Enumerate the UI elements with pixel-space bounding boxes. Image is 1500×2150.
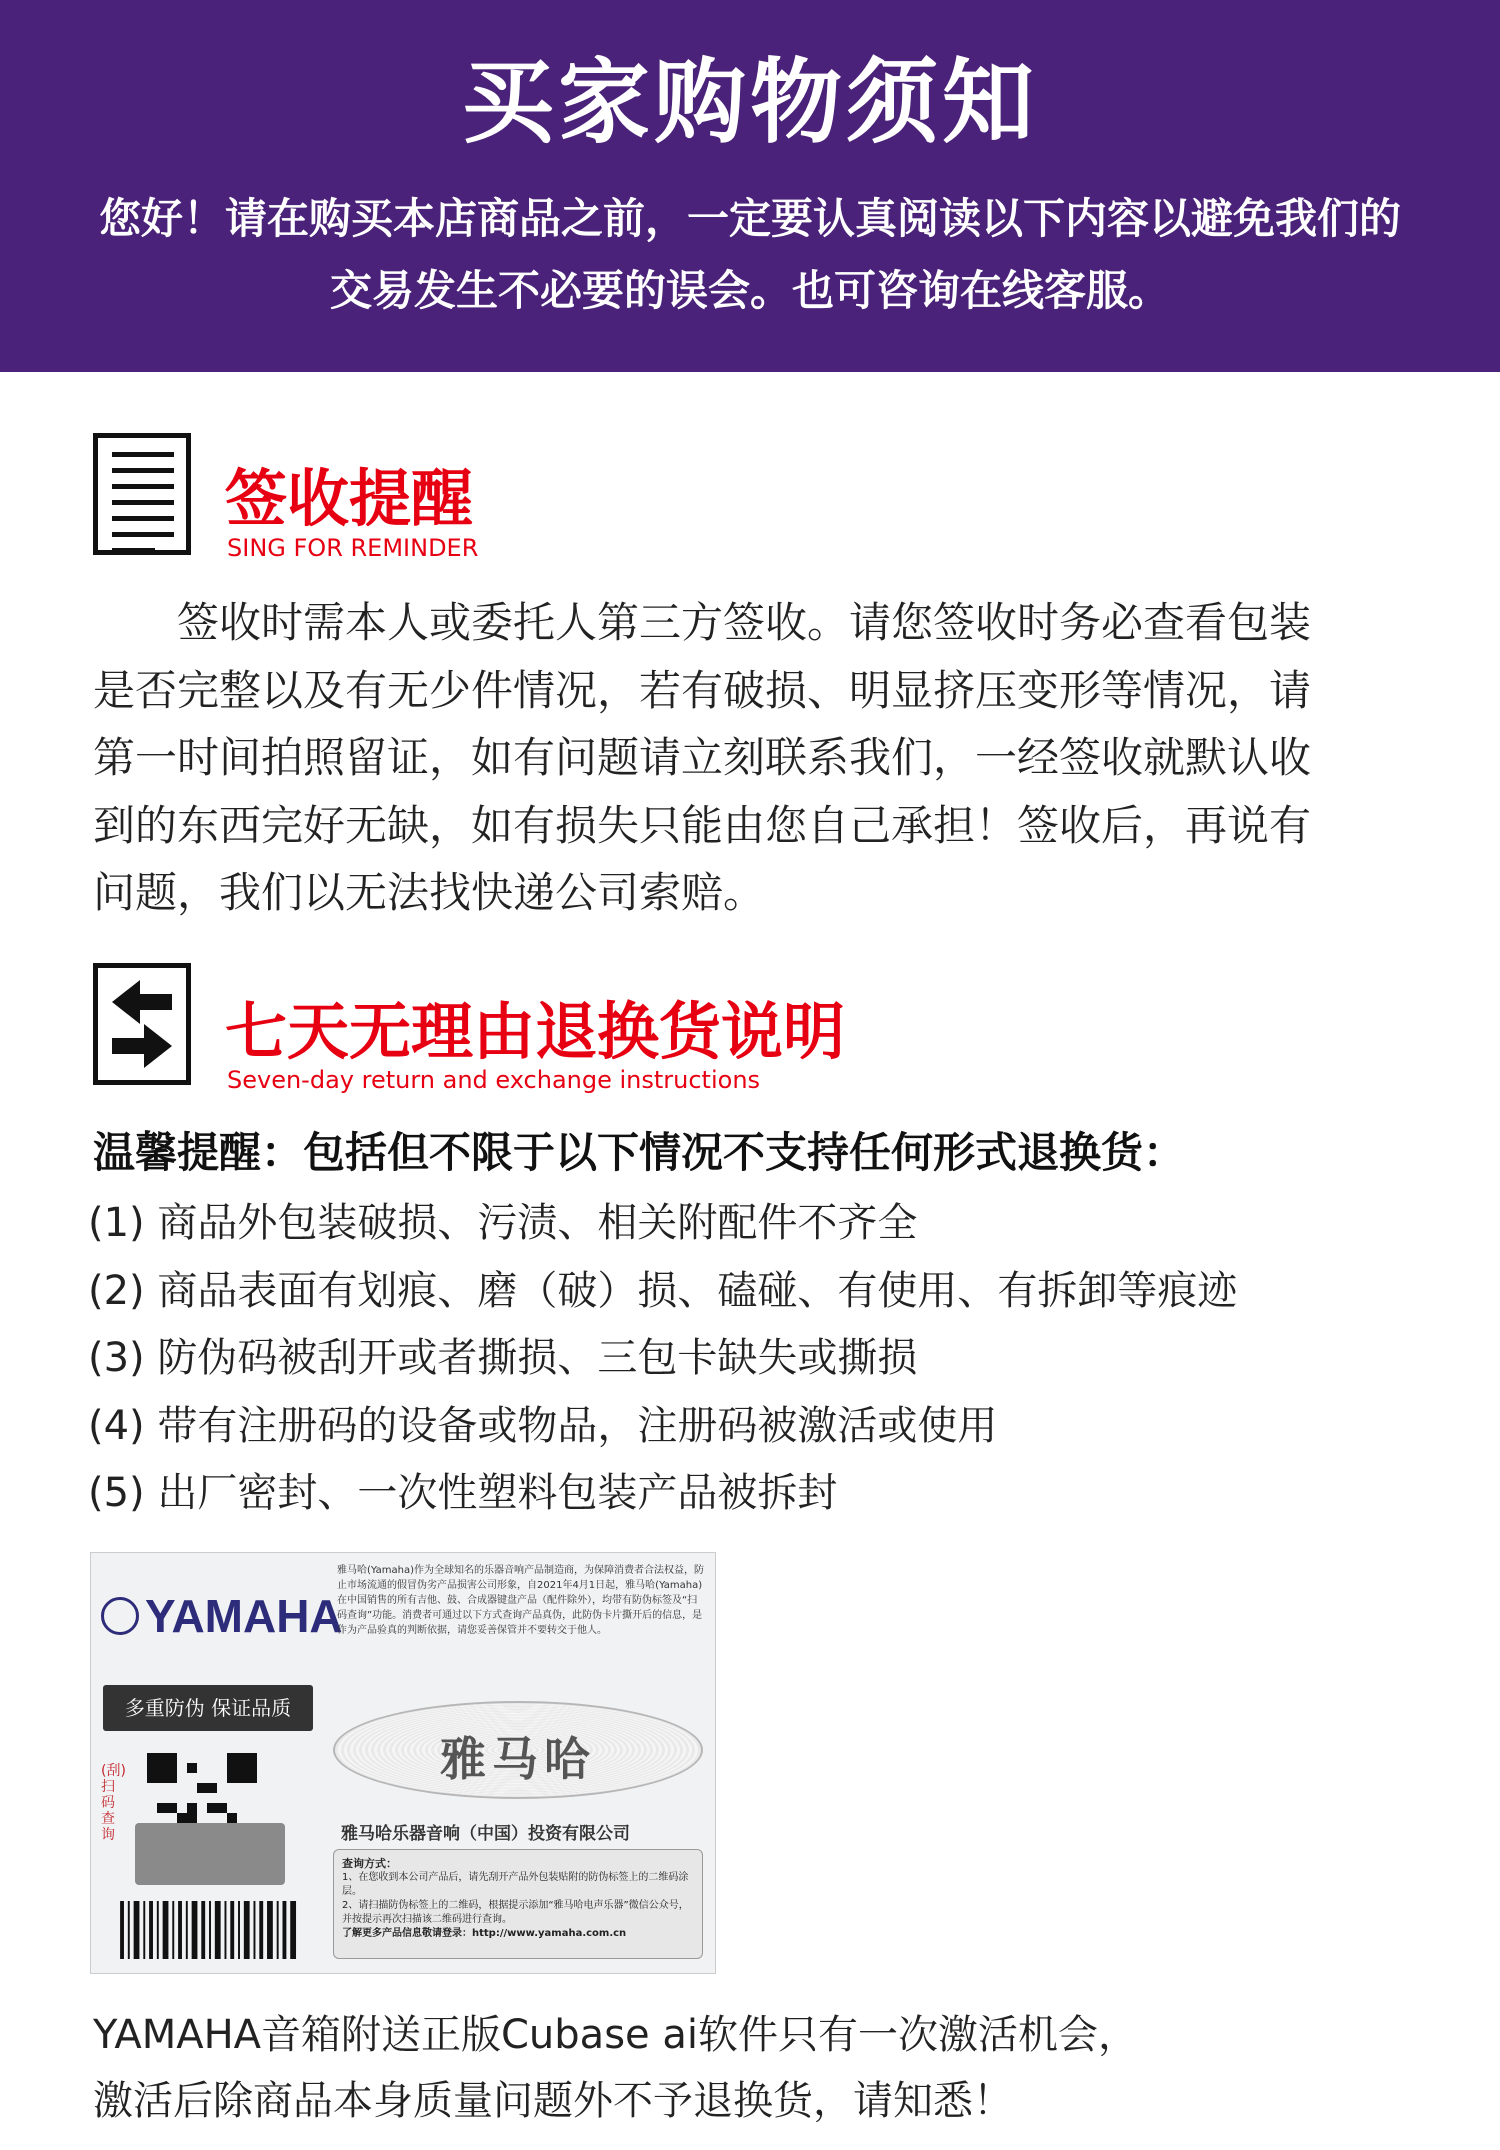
note-line: YAMAHA音箱附送正版Cubase ai软件只有一次激活机会， — [93, 2012, 1138, 2058]
document-icon — [93, 433, 191, 555]
scratch-off-panel — [135, 1823, 285, 1885]
lookup-website: 了解更多产品信息敬请登录：http://www.yamaha.com.cn — [342, 1928, 627, 1939]
card-intro-text: 雅马哈(Yamaha)作为全球知名的乐器音响产品制造商，为保障消费者合法权益，防止市场流通的假冒伪劣产品损害公司形象，自2021年4月1日起，雅马哈(Yamaha)在中国销售的所有吉他、鼓、合成器键盘产品（配件除外），均带有防伪标签及“扫码查询”功能。消费者可通过以下方式查询产品真伪，此防伪卡片撕开后的信息，是作为产品验真的判断依据，请您妥善保管并不要转交于他人。 — [337, 1565, 704, 1636]
list-item: (1) 商品外包装破损、污渍、相关附配件不齐全 — [88, 1200, 918, 1246]
lookup-step: 2、请扫描防伪标签上的二维码，根据提示添加“雅马哈电声乐器”微信公众号，并按提示再次扫描该二维码进行查询。 — [342, 1900, 689, 1925]
section-title-return: 七天无理由退换货说明 — [225, 995, 846, 1068]
anti-fake-badge: 多重防伪 保证品质 — [103, 1685, 313, 1731]
header-banner — [0, 0, 1500, 372]
list-item: (4) 带有注册码的设备或物品，注册码被激活或使用 — [88, 1402, 998, 1449]
note-line: 激活后除商品本身质量问题外不予退换货，请知悉！ — [93, 2078, 1013, 2124]
list-item: (3) 防伪码被刮开或者撕损、三包卡缺失或撕损 — [88, 1335, 918, 1381]
page-title: 买家购物须知 — [461, 49, 1038, 156]
seal-text: 雅马哈 — [440, 1732, 596, 1786]
warm-tip: 温馨提醒：包括但不限于以下情况不支持任何形式退换货： — [93, 1128, 1186, 1177]
header-intro-line-1: 您好！请在购买本店商品之前，一定要认真阅读以下内容以避免我们的 — [98, 194, 1401, 243]
lookup-title: 查询方式： — [342, 1857, 397, 1870]
list-item: (2) 商品表面有划痕、磨（破）损、磕碰、有使用、有拆卸等痕迹 — [88, 1267, 1238, 1314]
exchange-arrows-icon — [93, 963, 191, 1085]
barcode-icon — [115, 1901, 305, 1959]
yamaha-warranty-card-image — [90, 1552, 716, 1974]
tuning-fork-icon — [101, 1597, 139, 1635]
guilloche-seal — [333, 1701, 703, 1799]
list-item: (5) 出厂密封、一次性塑料包装产品被拆封 — [88, 1470, 838, 1516]
sign-paragraph-line: 第一时间拍照留证，如有问题请立刻联系我们，一经签收就默认收 — [93, 733, 1312, 782]
lookup-step: 1、在您收到本公司产品后，请先刮开产品外包装贴附的防伪标签上的二维码涂层。 — [342, 1872, 689, 1897]
header-intro-line-2: 交易发生不必要的误会。也可咨询在线客服。 — [329, 266, 1170, 315]
cubase-note — [93, 2002, 1138, 2134]
sign-paragraph-line: 到的东西完好无缺，如有损失只能由您自己承担！签收后，再说有 — [93, 800, 1312, 850]
sign-paragraph — [93, 589, 1413, 927]
scan-hint-label: (刮)扫码查询 — [101, 1763, 126, 1843]
card-company-name: 雅马哈乐器音响（中国）投资有限公司 — [341, 1824, 630, 1844]
sign-paragraph-line: 签收时需本人或委托人第三方签收。请您签收时务必查看包装 — [93, 598, 1312, 647]
lookup-instructions-box — [333, 1849, 703, 1959]
section-subtitle-sign: SING FOR REMINDER — [227, 534, 479, 562]
yamaha-logo: YAMAHA — [101, 1589, 343, 1643]
exclusion-list — [88, 1190, 1237, 1528]
section-title-sign: 签收提醒 — [225, 462, 474, 535]
sign-paragraph-line: 问题，我们以无法找快递公司索赔。 — [93, 868, 766, 917]
section-subtitle-return: Seven-day return and exchange instructions — [227, 1066, 761, 1094]
sign-paragraph-line: 是否完整以及有无少件情况，若有破损、明显挤压变形等情况，请 — [93, 665, 1312, 715]
